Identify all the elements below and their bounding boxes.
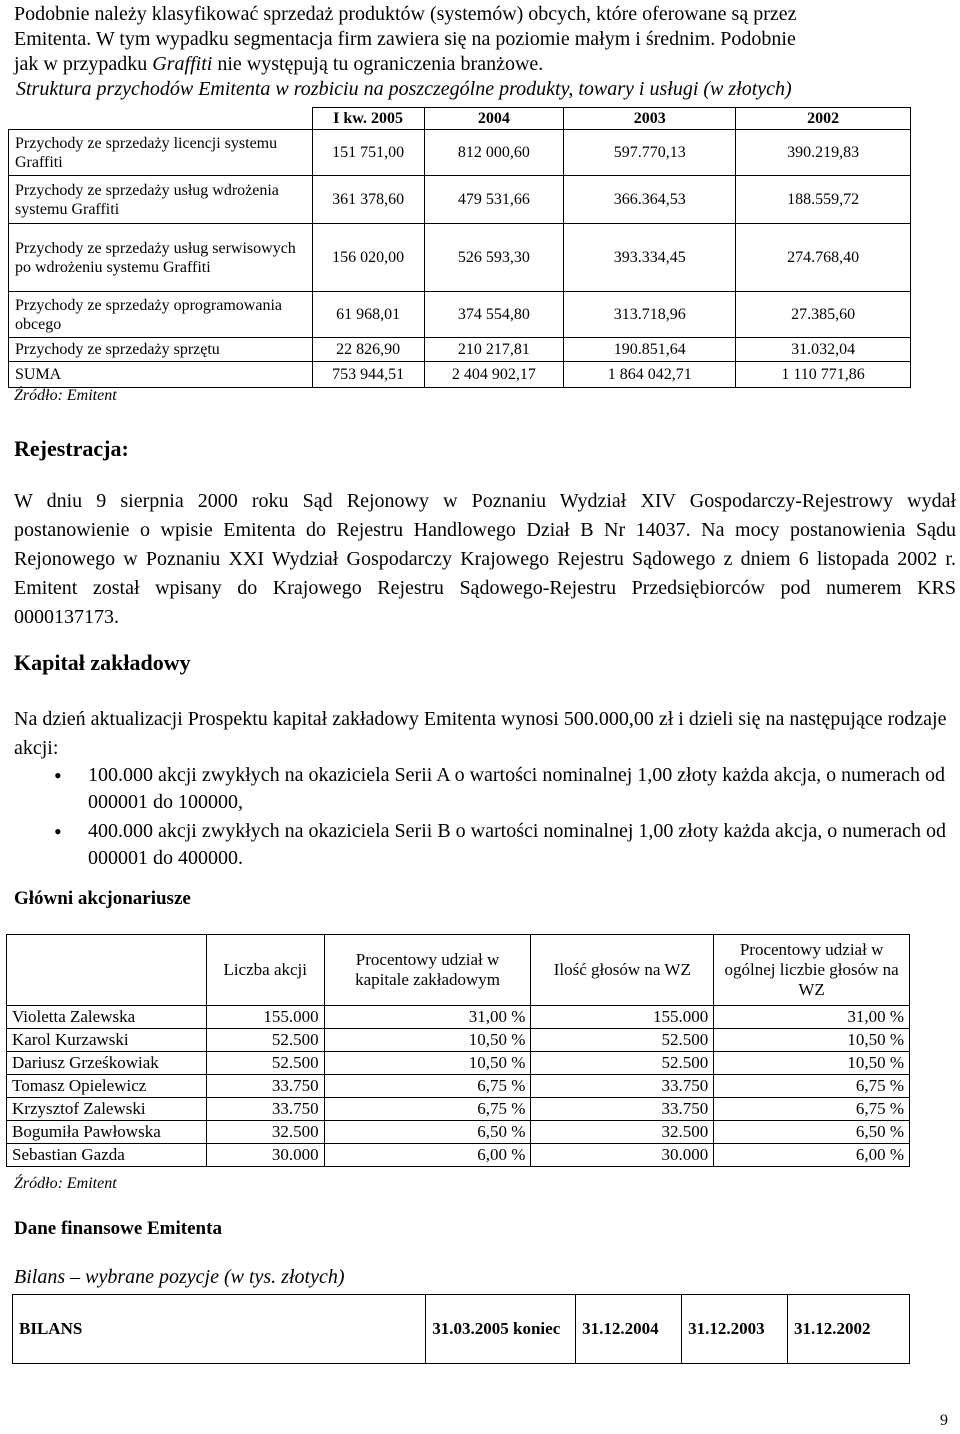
cell: 374 554,80: [424, 292, 564, 338]
row-label: Przychody ze sprzedaży usług serwisowych po wdrożeniu systemu Graffiti: [9, 224, 313, 292]
cell: 274.768,40: [736, 224, 911, 292]
header-cell: [7, 935, 207, 1006]
cell: 52.500: [206, 1029, 324, 1052]
cell: 27.385,60: [736, 292, 911, 338]
cell: 32.500: [531, 1121, 714, 1144]
shareholder-name: Sebastian Gazda: [7, 1144, 207, 1167]
list-item: • 100.000 akcji zwykłych na okaziciela Serii A o wartości nominalnej 1,00 złoty każda akcja, o numerach od 000001 do 100000,: [54, 763, 945, 813]
shareholder-name: Violetta Zalewska: [7, 1006, 207, 1029]
shareholder-name: Krzysztof Zalewski: [7, 1098, 207, 1121]
header-cell: I kw. 2005: [312, 108, 424, 130]
registration-text: W dniu 9 sierpnia 2000 roku Sąd Rejonowy w Poznaniu Wydział XIV Gospodarczy-Rejestrowy wydał postanowienie o wpisie Emitenta do Rejestru Handlowego Dział B Nr 14037. Na mocy postanowienia Sądu Rejonowego w Poznaniu XXI Wydział Gospodarczy Krajowego Rejestru Sądowego z dniem 6 listopada 2002 r. Emitent został wpisany do Krajowego Rejestru Sądowego-Rejestru Przedsiębiorców pod numerem KRS 0000137173.: [14, 490, 956, 628]
row-label: Przychody ze sprzedaży sprzętu: [9, 338, 313, 362]
list-item: • 400.000 akcji zwykłych na okaziciela Serii B o wartości nominalnej 1,00 złoty każda akcja, o numerach od 000001 do 400000.: [54, 819, 947, 869]
header-cell: 31.12.2004: [576, 1295, 682, 1364]
cell: 361 378,60: [312, 176, 424, 224]
registration-heading: Rejestracja:: [14, 436, 129, 461]
cell: 155.000: [531, 1006, 714, 1029]
table-row: [7, 1144, 910, 1167]
row-label: Przychody ze sprzedaży usług wdrożenia systemu Graffiti: [9, 176, 313, 224]
cell: 6,50 %: [324, 1121, 531, 1144]
table-row: [7, 1075, 910, 1098]
financials-heading: Dane finansowe Emitenta: [14, 1218, 222, 1239]
shareholders-table: [6, 934, 910, 1167]
cell: 390.219,83: [736, 130, 911, 176]
row-label: SUMA: [9, 362, 313, 388]
cell: 812 000,60: [424, 130, 564, 176]
cell: 32.500: [206, 1121, 324, 1144]
table-row: [9, 176, 911, 224]
shareholder-name: Dariusz Grześkowiak: [7, 1052, 207, 1075]
cell: 31,00 %: [324, 1006, 531, 1029]
cell: 2 404 902,17: [424, 362, 564, 388]
cell: 33.750: [531, 1098, 714, 1121]
cell: 313.718,96: [564, 292, 736, 338]
header-cell: BILANS: [13, 1295, 426, 1364]
cell: 526 593,30: [424, 224, 564, 292]
row-label: Przychody ze sprzedaży licencji systemu Graffiti: [9, 130, 313, 176]
shareholder-name: Karol Kurzawski: [7, 1029, 207, 1052]
cell: 393.334,45: [564, 224, 736, 292]
share-series-list: [14, 762, 956, 874]
intro-paragraph: [14, 2, 934, 77]
table-row: [7, 1052, 910, 1075]
capital-text: Na dzień aktualizacji Prospektu kapitał zakładowy Emitenta wynosi 500.000,00 zł i dzieli się na następujące rodzaje akcji:: [14, 708, 947, 759]
cell: 151 751,00: [312, 130, 424, 176]
shareholder-name: Tomasz Opielewicz: [7, 1075, 207, 1098]
capital-heading: Kapitał zakładowy: [14, 650, 191, 675]
table-row: [9, 338, 911, 362]
cell: 6,75 %: [324, 1075, 531, 1098]
table-row: [7, 1006, 910, 1029]
header-cell: 2004: [424, 108, 564, 130]
cell: 33.750: [206, 1075, 324, 1098]
header-cell: Procentowy udział w ogólnej liczbie głosów na WZ: [714, 935, 910, 1006]
intro-line: jak w przypadku Graffiti nie występują tu ograniczenia branżowe.: [14, 53, 544, 75]
table-row: [9, 292, 911, 338]
header-cell: Liczba akcji: [206, 935, 324, 1006]
cell: 31.032,04: [736, 338, 911, 362]
page-number: 9: [940, 1412, 948, 1429]
table-header-row: [13, 1295, 910, 1364]
cell: 52.500: [206, 1052, 324, 1075]
header-cell: 31.03.2005 koniec: [426, 1295, 576, 1364]
cell: 30.000: [206, 1144, 324, 1167]
cell: 6,50 %: [714, 1121, 910, 1144]
bullet-icon: •: [54, 819, 62, 844]
header-cell: 31.12.2003: [682, 1295, 788, 1364]
header-cell: 31.12.2002: [788, 1295, 910, 1364]
cell: 753 944,51: [312, 362, 424, 388]
source-note: Źródło: Emitent: [14, 1175, 117, 1192]
header-cell: Ilość głosów na WZ: [531, 935, 714, 1006]
cell: 6,00 %: [324, 1144, 531, 1167]
table-row: [7, 1098, 910, 1121]
balance-caption: Bilans – wybrane pozycje (w tys. złotych): [14, 1266, 345, 1288]
cell: 155.000: [206, 1006, 324, 1029]
header-cell: [9, 108, 313, 130]
revenue-table: [8, 107, 911, 388]
cell: 6,75 %: [324, 1098, 531, 1121]
cell: 10,50 %: [714, 1052, 910, 1075]
cell: 33.750: [206, 1098, 324, 1121]
cell: 188.559,72: [736, 176, 911, 224]
balance-table: [12, 1294, 910, 1364]
source-note: Źródło: Emitent: [14, 387, 117, 404]
cell: 22 826,90: [312, 338, 424, 362]
cell: 210 217,81: [424, 338, 564, 362]
table-header-row: [9, 108, 911, 130]
cell: 1 110 771,86: [736, 362, 911, 388]
table-row-total: [9, 362, 911, 388]
header-cell: 2002: [736, 108, 911, 130]
cell: 6,75 %: [714, 1098, 910, 1121]
intro-line: Emitenta. W tym wypadku segmentacja firm zawiera się na poziomie małym i średnim. Podobnie: [14, 28, 796, 50]
cell: 6,75 %: [714, 1075, 910, 1098]
table-row: [7, 1121, 910, 1144]
table-row: [9, 130, 911, 176]
revenue-table-caption: Struktura przychodów Emitenta w rozbiciu na poszczególne produkty, towary i usługi (w złotych): [16, 78, 792, 100]
cell: 33.750: [531, 1075, 714, 1098]
cell: 479 531,66: [424, 176, 564, 224]
cell: 10,50 %: [324, 1052, 531, 1075]
cell: 1 864 042,71: [564, 362, 736, 388]
header-cell: Procentowy udział w kapitale zakładowym: [324, 935, 531, 1006]
header-cell: 2003: [564, 108, 736, 130]
table-row: [7, 1029, 910, 1052]
cell: 31,00 %: [714, 1006, 910, 1029]
cell: 52.500: [531, 1029, 714, 1052]
cell: 156 020,00: [312, 224, 424, 292]
table-header-row: [7, 935, 910, 1006]
cell: 6,00 %: [714, 1144, 910, 1167]
cell: 30.000: [531, 1144, 714, 1167]
cell: 10,50 %: [714, 1029, 910, 1052]
shareholders-heading: Główni akcjonariusze: [14, 888, 191, 909]
cell: 61 968,01: [312, 292, 424, 338]
row-label: Przychody ze sprzedaży oprogramowania obcego: [9, 292, 313, 338]
shareholder-name: Bogumiła Pawłowska: [7, 1121, 207, 1144]
bullet-icon: •: [54, 763, 62, 788]
cell: 10,50 %: [324, 1029, 531, 1052]
intro-line: Podobnie należy klasyfikować sprzedaż produktów (systemów) obcych, które oferowane są przez: [14, 3, 797, 25]
cell: 190.851,64: [564, 338, 736, 362]
cell: 52.500: [531, 1052, 714, 1075]
cell: 366.364,53: [564, 176, 736, 224]
table-row: [9, 224, 911, 292]
cell: 597.770,13: [564, 130, 736, 176]
